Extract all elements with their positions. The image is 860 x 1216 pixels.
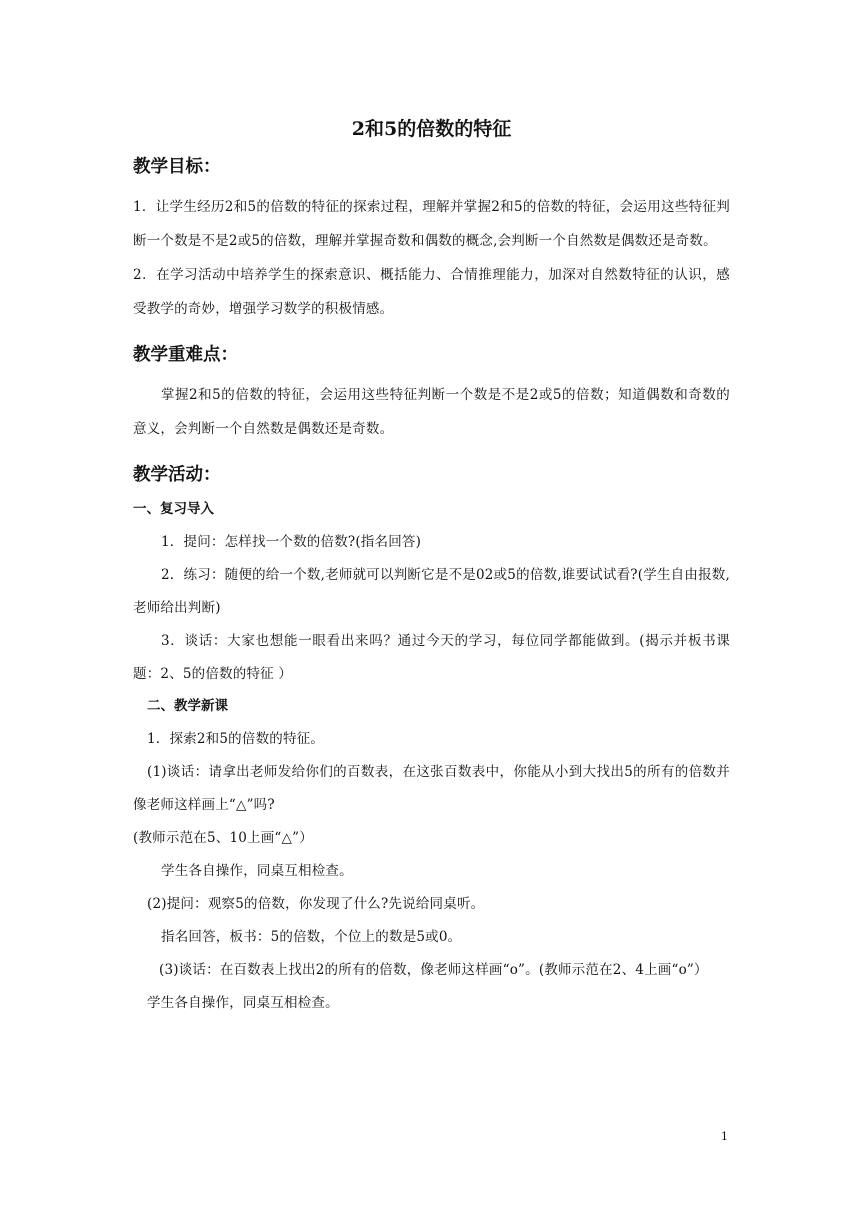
document-body [133,112,730,1020]
part2-line-6: 指名回答，板书：5的倍数，个位上的数是5或0。 [161,929,462,945]
document-title: 2和5的倍数的特征 [351,118,512,140]
part2-line-4: 学生各自操作，同桌互相检查。 [161,863,353,879]
part2-line-2: (1)谈话：请拿出老师发给你们的百数表，在这张百数表中，你能从小到大找出5的所有的倍数并像老师这样画上“△”吗? [133,764,730,813]
objective-item-2: 2．在学习活动中培养学生的探索意识、概括能力、合情推理能力，加深对自然数特征的认识，感受教学的奇妙，增强学习数学的积极情感。 [133,267,730,317]
part2-line-1: 1．探索2和5的倍数的特征。 [147,731,325,747]
part1-heading: 一、复习导入 [133,501,214,517]
part2-line-8: 学生各自操作，同桌互相检查。 [147,995,339,1011]
part2-line-5: (2)提问：观察5的倍数，你发现了什么?先说给同桌听。 [147,896,485,912]
objective-item-1: 1．让学生经历2和5的倍数的特征的探索过程，理解并掌握2和5的倍数的特征，会运用这些特征判断一个数是不是2或5的倍数，理解并掌握奇数和偶数的概念,会判断一个自然数是偶数还是奇数。 [133,199,730,249]
part2-line-7: (3)谈话：在百数表上找出2的所有的倍数，像老师这样画“o”。(教师示范在2、4上画“o”） [159,962,708,978]
page-number: 1 [721,1130,728,1143]
objectives-heading: 教学目标： [133,157,221,177]
part1-item-3: 3．谈话：大家也想能一眼看出来吗？通过今天的学习，每位同学都能做到。(揭示并板书课题：2、5的倍数的特征 ） [133,633,730,682]
part1-item-1: 1．提问：怎样找一个数的倍数?(指名回答) [161,534,422,550]
key-points-heading: 教学重难点： [133,345,238,365]
activities-heading: 教学活动： [133,465,221,485]
part2-line-3: (教师示范在5、10上画“△”） [133,830,313,846]
part2-heading: 二、教学新课 [147,698,228,714]
key-points-text: 掌握2和5的倍数的特征，会运用这些特征判断一个数是不是2或5的倍数；知道偶数和奇数的意义，会判断一个自然数是偶数还是奇数。 [133,387,730,437]
part1-item-2: 2．练习：随便的给一个数,老师就可以判断它是不是02或5的倍数,谁要试试看?(学生自由报数,老师给出判断) [133,567,730,616]
